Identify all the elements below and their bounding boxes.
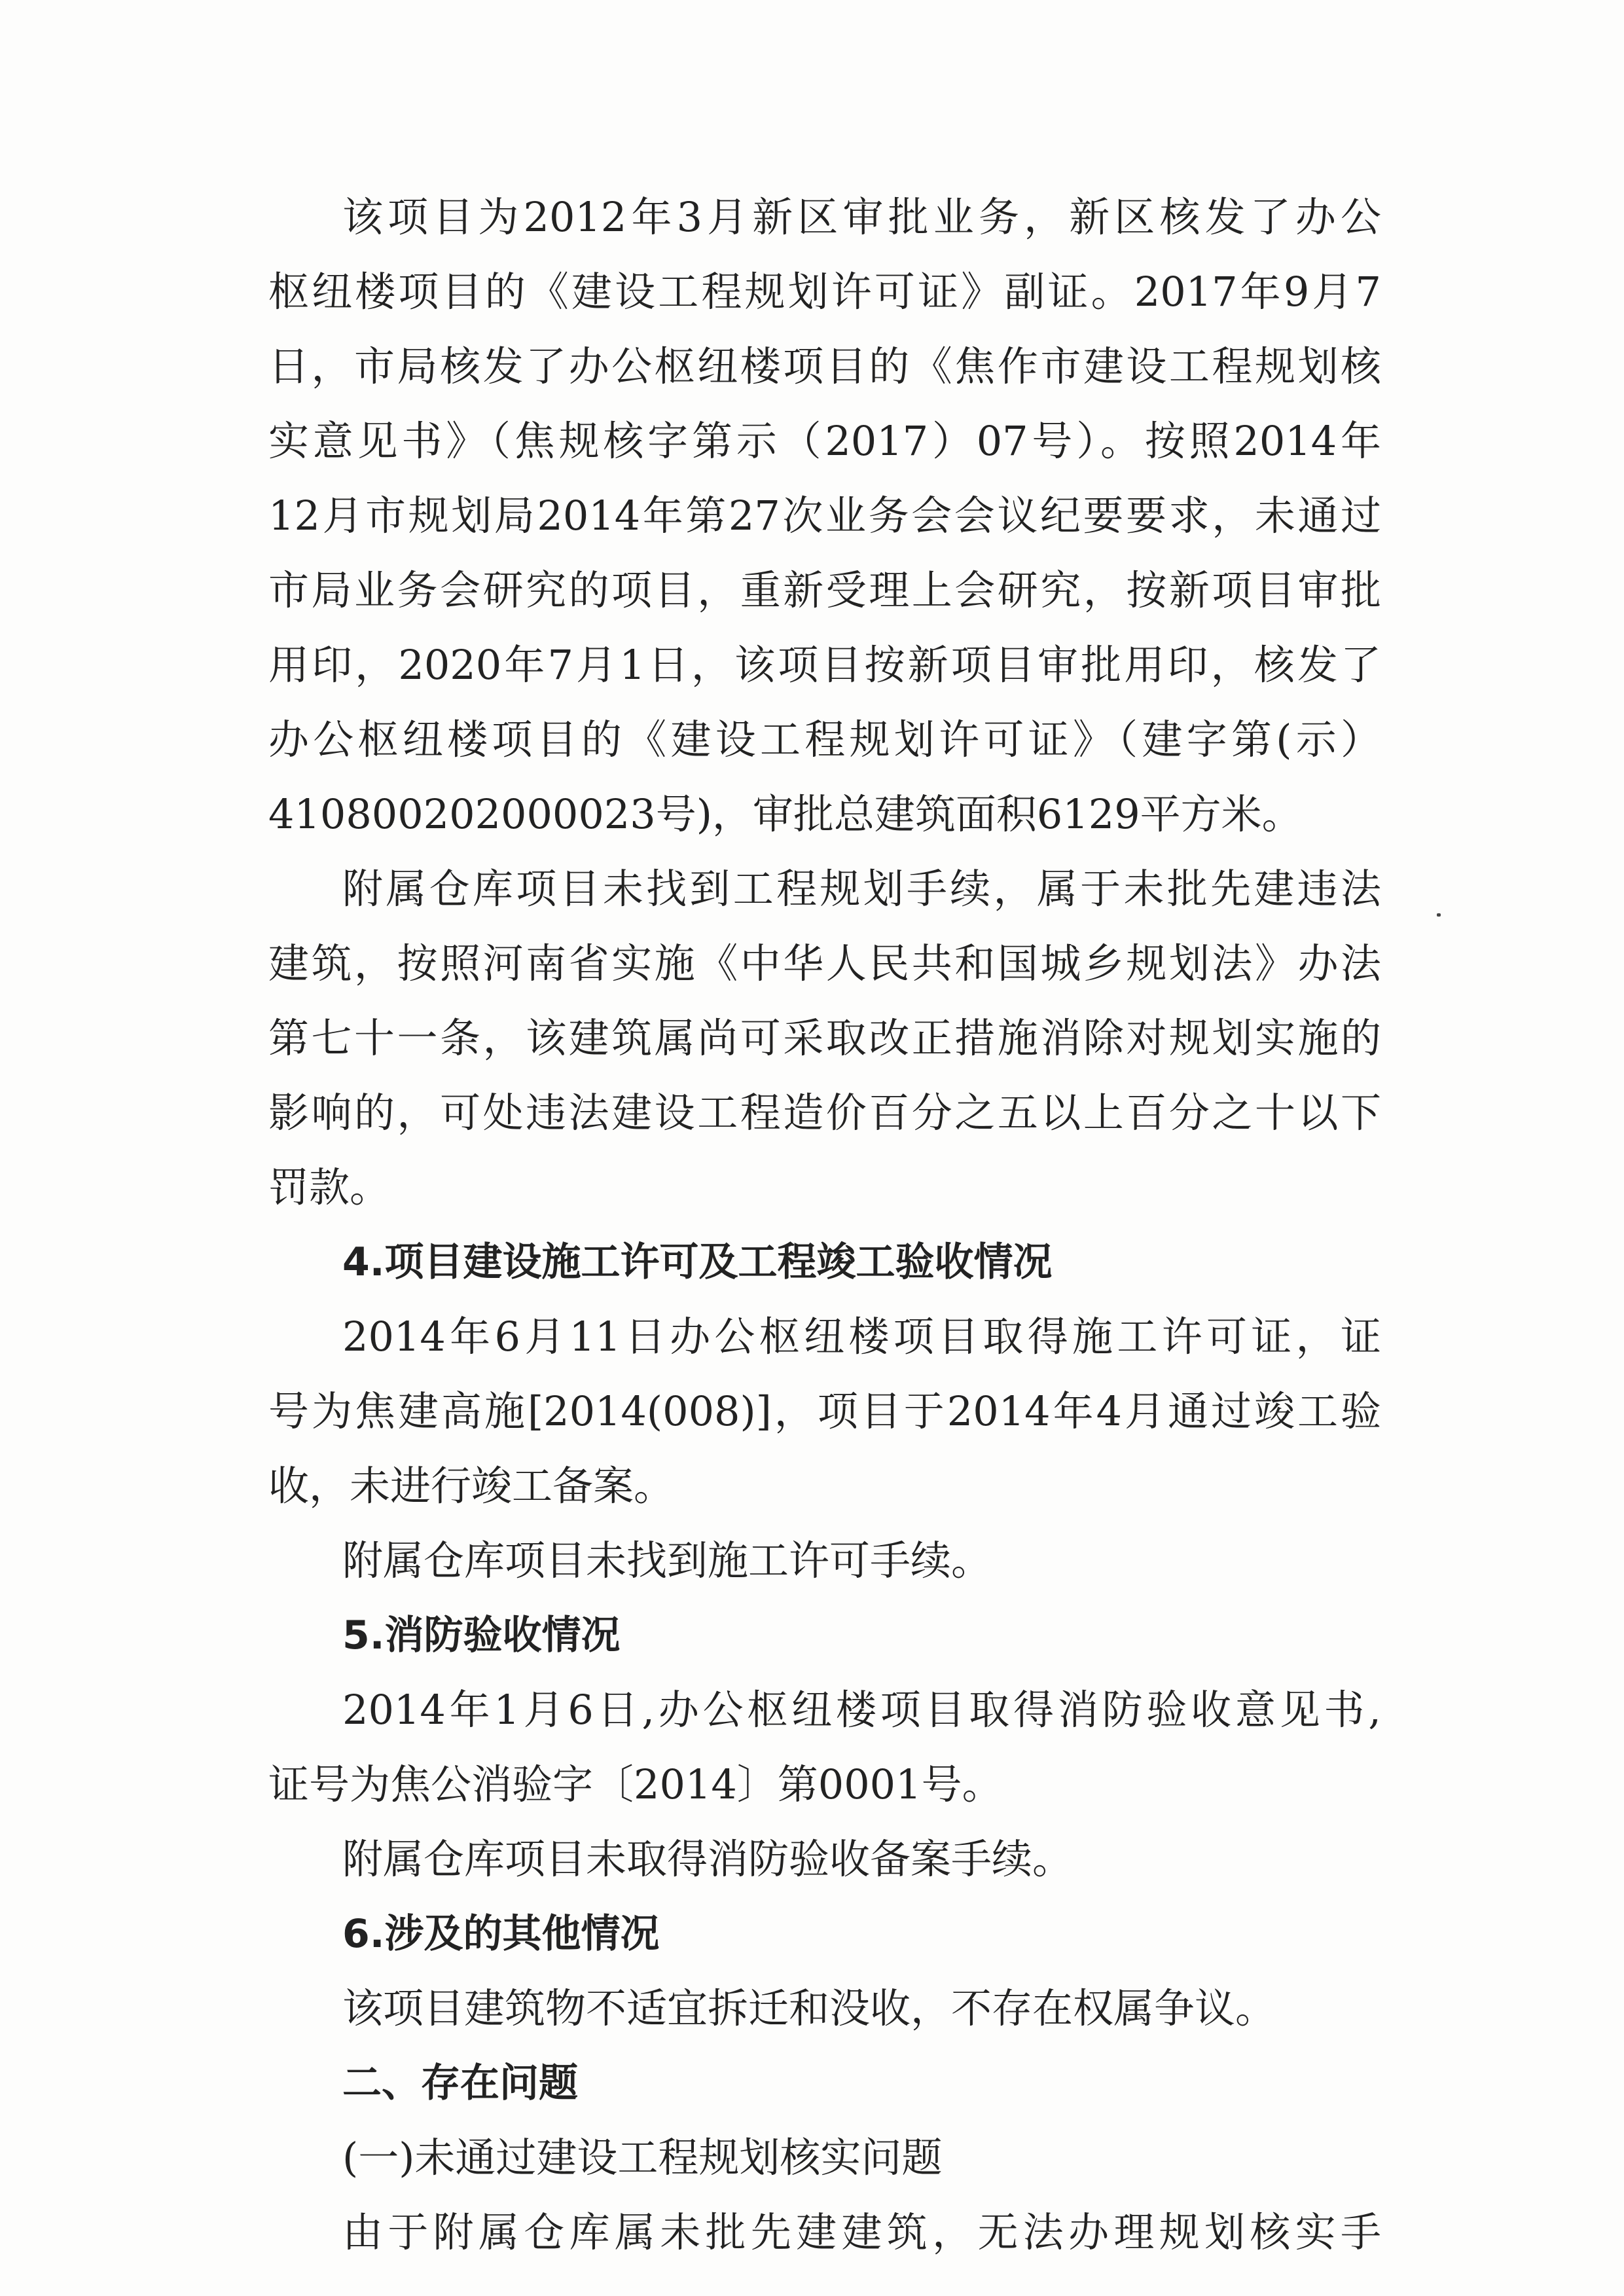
paragraph-line: 收，未进行竣工备案。 <box>268 1462 675 1510</box>
paragraph-line: 市局业务会研究的项目，重新受理上会研究，按新项目审批 <box>268 566 1381 614</box>
paragraph-line: 枢纽楼项目的《建设工程规划许可证》副证。2017年9月7 <box>268 268 1381 316</box>
paragraph-line: 建筑，按照河南省实施《中华人民共和国城乡规划法》办法 <box>268 939 1381 987</box>
paragraph-line: 用印，2020年7月1日，该项目按新项目审批用印，核发了 <box>268 641 1381 689</box>
paragraph-line: 影响的，可处违法建设工程造价百分之五以上百分之十以下 <box>268 1089 1381 1137</box>
paragraph-line: 附属仓库项目未找到工程规划手续，属于未批先建违法 <box>342 865 1381 913</box>
paragraph-line: 附属仓库项目未找到施工许可手续。 <box>342 1537 992 1584</box>
paragraph-line: 2014年1月6日,办公枢纽楼项目取得消防验收意见书, <box>342 1686 1381 1734</box>
paragraph-line: 由于附属仓库属未批先建建筑，无法办理规划核实手 <box>342 2208 1381 2256</box>
paragraph-line: (一)未通过建设工程规划核实问题 <box>342 2134 943 2181</box>
section-heading: 4.项目建设施工许可及工程竣工验收情况 <box>342 1239 1053 1285</box>
paragraph-line: 日，市局核发了办公枢纽楼项目的《焦作市建设工程规划核 <box>268 342 1381 390</box>
paragraph-line: 410800202000023号)，审批总建筑面积6129平方米。 <box>268 790 1303 838</box>
paragraph-line: 办公枢纽楼项目的《建设工程规划许可证》（建字第(示） <box>268 716 1381 763</box>
paragraph-line: 12月市规划局2014年第27次业务会会议纪要要求，未通过 <box>268 492 1381 539</box>
paragraph-line: 罚款。 <box>268 1163 391 1211</box>
paragraph-line: 附属仓库项目未取得消防验收备案手续。 <box>342 1835 1074 1883</box>
paragraph-line: 该项目为2012年3月新区审批业务，新区核发了办公 <box>342 193 1381 241</box>
paragraph-line: 证号为焦公消验字〔2014〕第0001号。 <box>268 1760 1003 1808</box>
section-heading: 6.涉及的其他情况 <box>342 1911 660 1957</box>
section-heading: 5.消防验收情况 <box>342 1613 621 1658</box>
section-heading: 二、存在问题 <box>342 2060 578 2106</box>
paragraph-line: 第七十一条，该建筑属尚可采取改正措施消除对规划实施的 <box>268 1014 1381 1062</box>
paragraph-line: 号为焦建高施[2014(008)]，项目于2014年4月通过竣工验 <box>268 1387 1381 1435</box>
paragraph-line: 2014年6月11日办公枢纽楼项目取得施工许可证，证 <box>342 1313 1381 1360</box>
paragraph-line: 实意见书》（焦规核字第示（2017）07号）。按照2014年 <box>268 417 1381 465</box>
paragraph-line: 该项目建筑物不适宜拆迁和没收，不存在权属争议。 <box>342 1984 1276 2032</box>
scan-speck <box>1437 913 1441 917</box>
